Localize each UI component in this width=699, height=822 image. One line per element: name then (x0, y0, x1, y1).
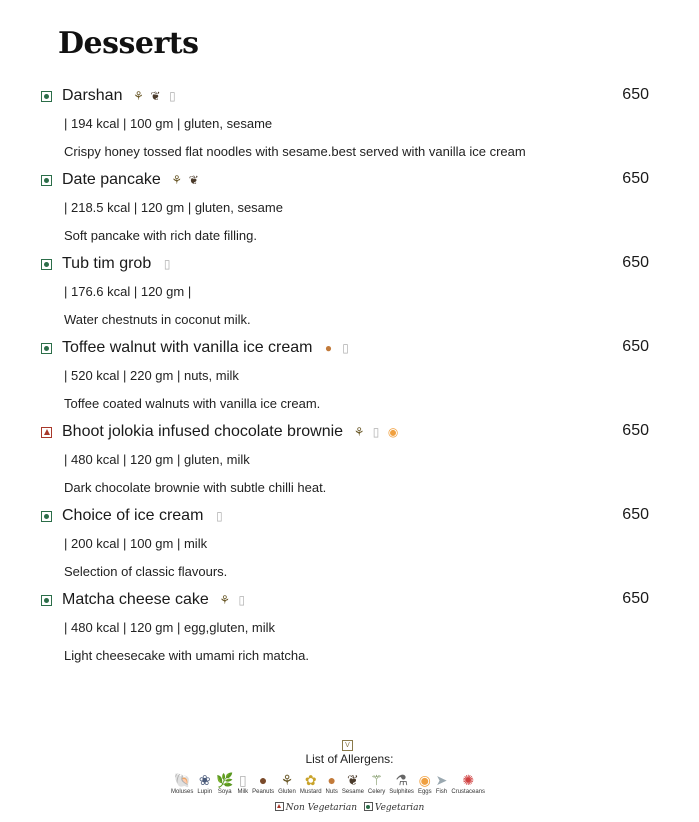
legend-allergen-label: Eggs (417, 789, 432, 795)
veg-marker-icon (41, 259, 52, 270)
legend-allergen-label: Peanuts (252, 789, 275, 795)
menu-item (40, 168, 660, 252)
item-price: 650 (622, 590, 649, 607)
legend-allergen-label: Gluten (278, 789, 296, 795)
item-name: Bhoot jolokia infused chocolate brownie (62, 423, 344, 440)
legend-allergen-label: Crustaceans (451, 789, 486, 795)
menu-item (40, 420, 660, 504)
allergen-legend-row (171, 772, 489, 795)
sulphites-icon: ⚗ (395, 772, 408, 788)
item-meta: | 520 kcal | 220 gm | nuts, milk (64, 368, 239, 383)
legend-allergen (451, 772, 485, 795)
soya-icon: 🌿 (216, 772, 234, 788)
legend-allergen (237, 772, 248, 795)
menu-item (40, 252, 660, 336)
milk-icon: ▯ (372, 425, 380, 439)
item-name: Toffee walnut with vanilla ice cream (62, 339, 313, 356)
item-meta: | 480 kcal | 120 gm | egg,gluten, milk (64, 620, 276, 635)
legend-allergen (300, 772, 322, 795)
peanuts-icon: ● (258, 772, 268, 788)
milk-icon: ▯ (238, 593, 246, 607)
diet-legend (0, 802, 699, 813)
gluten-icon: ⚘ (353, 425, 365, 439)
legend-allergen-label: Sulphites (389, 789, 414, 795)
veg-marker-icon (41, 595, 52, 606)
nuts-icon: ● (324, 341, 333, 355)
legend-allergen (389, 772, 414, 795)
legend-allergen-label: Sesame (341, 789, 364, 795)
sesame-icon: ❦ (188, 173, 199, 187)
legend-allergen (171, 772, 193, 795)
item-allergen-icons (322, 341, 353, 355)
item-allergen-icons (160, 257, 174, 271)
menu-item (40, 84, 660, 168)
item-allergen-icons (352, 425, 400, 439)
legend-allergen-label: Moluses (171, 789, 194, 795)
milk-icon: ▯ (342, 341, 349, 355)
veg-marker-icon (41, 511, 52, 522)
legend-allergen-label: Lupin (197, 789, 213, 795)
milk-icon: ▯ (163, 257, 171, 271)
item-allergen-icons (212, 509, 226, 523)
veg-marker-icon (41, 343, 52, 354)
item-price: 650 (622, 338, 649, 355)
legend-allergen (252, 772, 274, 795)
legend-allergen (216, 772, 233, 795)
menu-item (40, 504, 660, 588)
item-price: 650 (622, 86, 649, 103)
item-name: Darshan (62, 87, 123, 104)
milk-icon: ▯ (169, 89, 176, 103)
item-price: 650 (622, 254, 649, 271)
non-veg-marker-icon (41, 427, 52, 438)
legend-allergen-label: Celery (367, 789, 386, 795)
item-name: Matcha cheese cake (62, 591, 209, 608)
veg-marker-icon (364, 802, 373, 811)
gluten-icon: ⚘ (171, 173, 183, 187)
sesame-icon: ❦ (150, 89, 161, 103)
vegan-badge: V (342, 740, 353, 751)
gluten-icon: ⚘ (133, 89, 144, 103)
item-meta: | 218.5 kcal | 120 gm | gluten, sesame (64, 200, 283, 215)
menu-item (40, 336, 660, 420)
item-description: Toffee coated walnuts with vanilla ice cream. (64, 396, 321, 411)
milk-icon: ▯ (238, 772, 247, 788)
fish-icon: ➤ (435, 772, 448, 788)
legend-allergen-label: Mustard (299, 789, 322, 795)
item-name: Choice of ice cream (62, 507, 204, 524)
legend-allergen (342, 772, 364, 795)
legend-allergen (197, 772, 212, 795)
item-allergen-icons (218, 593, 249, 607)
legend-title: List of Allergens: (305, 752, 394, 766)
milk-icon: ▯ (216, 509, 223, 523)
item-meta: | 176.6 kcal | 120 gm | (64, 284, 192, 299)
legend-allergen (418, 772, 432, 795)
page-title: Desserts (58, 26, 199, 61)
item-description: Water chestnuts in coconut milk. (64, 312, 251, 327)
menu-item (40, 588, 660, 672)
item-allergen-icons (131, 89, 179, 103)
item-price: 650 (622, 170, 649, 187)
item-description: Light cheesecake with umami rich matcha. (64, 648, 309, 663)
eggs-icon: ◉ (387, 425, 399, 439)
item-price: 650 (622, 422, 649, 439)
item-meta: | 200 kcal | 100 gm | milk (64, 536, 208, 551)
non-veg-label: Non Vegetarian (285, 803, 358, 813)
item-name: Tub tim grob (62, 255, 152, 272)
lupin-icon: ❀ (198, 772, 211, 788)
legend-allergen-label: Fish (435, 789, 448, 795)
item-allergen-icons (170, 173, 201, 187)
veg-label: Vegetarian (374, 803, 425, 813)
dessert-menu (40, 84, 660, 672)
legend-allergen (278, 772, 296, 795)
veg-marker-icon (41, 175, 52, 186)
item-meta: | 480 kcal | 120 gm | gluten, milk (64, 452, 250, 467)
item-description: Soft pancake with rich date filling. (64, 228, 257, 243)
item-name: Date pancake (62, 171, 161, 188)
nuts-icon: ● (327, 772, 336, 788)
crustaceans-icon: ✺ (462, 772, 475, 788)
legend-allergen-label: Milk (237, 789, 249, 795)
gluten-icon: ⚘ (280, 772, 294, 788)
legend-allergen-label: Soya (217, 789, 232, 795)
molluscs-icon: 🐚 (173, 772, 191, 788)
legend-allergen-label: Nuts (325, 789, 338, 795)
item-description: Selection of classic flavours. (64, 564, 228, 579)
item-description: Dark chocolate brownie with subtle chilli heat. (64, 480, 327, 495)
item-meta: | 194 kcal | 100 gm | gluten, sesame (64, 116, 273, 131)
gluten-icon: ⚘ (219, 593, 231, 607)
item-price: 650 (622, 506, 649, 523)
non-veg-marker-icon (275, 802, 284, 811)
item-description: Crispy honey tossed flat noodles with sesame.best served with vanilla ice cream (64, 144, 526, 159)
eggs-icon: ◉ (418, 772, 431, 788)
legend-allergen (436, 772, 448, 795)
legend-allergen (368, 772, 385, 795)
legend-allergen (326, 772, 338, 795)
veg-marker-icon (41, 91, 52, 102)
celery-icon: ⚚ (370, 772, 383, 788)
mustard-icon: ✿ (304, 772, 317, 788)
sesame-icon: ❦ (347, 772, 359, 788)
